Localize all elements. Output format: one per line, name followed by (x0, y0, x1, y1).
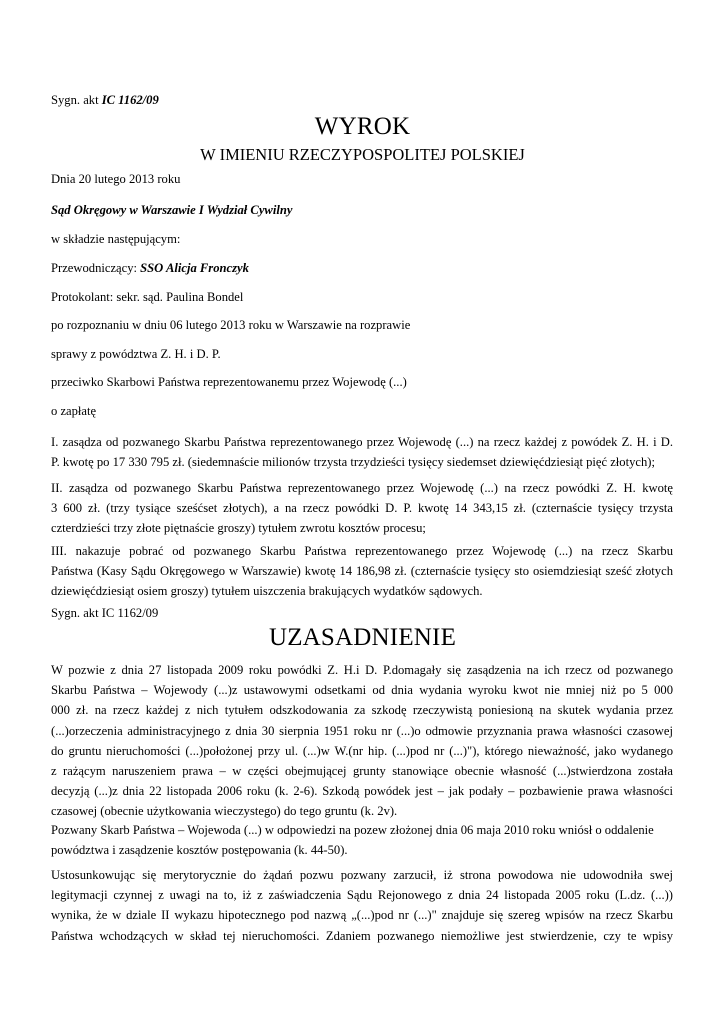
court-clerk: Protokolant: sekr. sąd. Paulina Bondel (51, 290, 244, 304)
paragraph-line: do gruntu nieruchomości (...)położonej przy ul. (...)w W.(nr hip. (...)pod nr (...)"), którego nieważność, jako wydanego (51, 743, 673, 758)
ruling-1-line: I. zasądza od pozwanego Skarbu Państwa reprezentowanego przez Wojewodę (...) na rzecz każdej z powódek Z. H. i D. (51, 435, 673, 449)
court-name: Sąd Okręgowy w Warszawie I Wydział Cywilny (51, 203, 293, 217)
judgment-subtitle: W IMIENIU RZECZYPOSPOLITEJ POLSKIEJ (200, 145, 525, 164)
ruling-1 (51, 432, 673, 472)
paragraph-line: decyzją (...)z dnia 22 listopada 2006 roku (k. 2-6). Szkodą powódek jest – jak podały – pozbawienie prawa własności (51, 784, 673, 799)
paragraph-line: czasowej (obecnie użytkowania wieczystego) do tego gruntu (k. 2v). (51, 804, 398, 819)
ruling-2-line: 3 600 zł. (trzy tysiące sześćset złotych), a na rzecz powódki D. P. kwotę 14 343,15 zł. (czternaście tysięcy trzysta (51, 501, 673, 516)
ruling-3-line: Państwa (Kasy Sądu Okręgowego w Warszawie) kwotę 14 186,98 zł. (czternaście tysięcy sto osiemdziesiąt sześć złotych (51, 564, 673, 579)
composition-label: w składzie następującym: (51, 232, 181, 246)
justification-signature: Sygn. akt IC 1162/09 (51, 606, 159, 620)
defendant: przeciwko Skarbowi Państwa reprezentowanemu przez Wojewodę (...) (51, 375, 407, 389)
paragraph-line: W pozwie z dnia 27 listopada 2009 roku powódki Z. H.i D. P.domagały się zasądzenia na ich rzecz od pozwanego (51, 663, 673, 677)
ruling-2-line: czterdzieści trzy złote piętnaście groszy) tytułem zwrotu kosztów procesu; (51, 521, 426, 536)
justification-title: UZASADNIENIE (268, 624, 457, 651)
paragraph-line: (...)orzeczenia administracyjnego z dnia 30 sierpnia 1951 roku nr (...)o odmowie przyznania prawa własności czasowej (51, 723, 673, 738)
presiding-judge (51, 261, 249, 276)
paragraph-line: Pozwany Skarb Państwa – Wojewoda (...) w odpowiedzi na pozew złożonej dnia 06 maja 2010 roku wniósł o oddalenie (51, 823, 654, 837)
case-signature (51, 93, 159, 108)
paragraph-line: Ustosunkowując się merytorycznie do żądań pozwu pozwany zarzucił, iż strona powodowa nie udowodniła swej (51, 868, 673, 882)
paragraph-line: Skarbu Państwa – Wojewody (...)z ustawowymi odsetkami od dnia wydania wyroku kwot nie mniej niż po 5 000 (51, 683, 673, 698)
justification-paragraph-1 (51, 660, 673, 822)
presiding-judge-label: Przewodniczący: (51, 261, 141, 275)
ruling-3-line: dziewięćdziesiąt osiem groszy) tytułem uiszczenia brakujących wydatków sądowych. (51, 584, 483, 599)
ruling-2 (51, 478, 673, 539)
paragraph-line: z rażącym naruszeniem prawa – w części obejmującej grunty stanowiące obecnie własność (...)stwierdzona została (51, 764, 673, 779)
paragraph-line: wynika, że w dziale II wykazu hipotecznego pod nazwą „(...)pod nr (...)" znajduje się szereg wpisów na rzecz Skarbu (51, 908, 673, 923)
justification-paragraph-3 (51, 865, 673, 946)
ruling-2-line: II. zasądza od pozwanego Skarbu Państwa reprezentowanego przez Wojewodę (...) na rzecz powódki Z. H. kwotę (51, 481, 673, 495)
case-subject: o zapłatę (51, 404, 97, 418)
ruling-3 (51, 541, 673, 602)
paragraph-line: 000 zł. na rzecz każdej z nich tytułem odszkodowania za szkodę rzeczywistą poniesioną na skutek wydania przez (51, 703, 673, 718)
case-signature-number: IC 1162/09 (101, 93, 159, 107)
justification-paragraph-2 (51, 820, 673, 860)
case-parties: sprawy z powództwa Z. H. i D. P. (51, 347, 221, 361)
hearing-info: po rozpoznaniu w dniu 06 lutego 2013 roku w Warszawie na rozprawie (51, 318, 411, 332)
ruling-1-line: P. kwotę po 17 330 795 zł. (siedemnaście milionów trzysta trzydzieści tysięcy siedemset dziewięćdziesiąt pięć złotych); (51, 455, 655, 470)
paragraph-line: legitymacji czynnej z uwagi na to, iż z zaświadczenia Sądu Rejonowego z dnia 24 listopada 2005 roku (L.dz. (...)) (51, 888, 673, 903)
judgment-date: Dnia 20 lutego 2013 roku (51, 172, 181, 186)
case-signature-prefix: Sygn. akt (51, 93, 102, 107)
presiding-judge-name: SSO Alicja Fronczyk (140, 261, 249, 275)
paragraph-line: powództwa i zasądzenie kosztów postępowania (k. 44-50). (51, 843, 348, 858)
paragraph-line: Państwa wchodzących w skład tej nieruchomości. Zdaniem pozwanego niemożliwe jest stwierdzenie, czy te wpisy (51, 928, 673, 943)
ruling-3-line: III. nakazuje pobrać od pozwanego Skarbu Państwa reprezentowanego przez Wojewodę (...) na rzecz Skarbu (51, 544, 673, 558)
judgment-title: WYROK (314, 113, 411, 140)
